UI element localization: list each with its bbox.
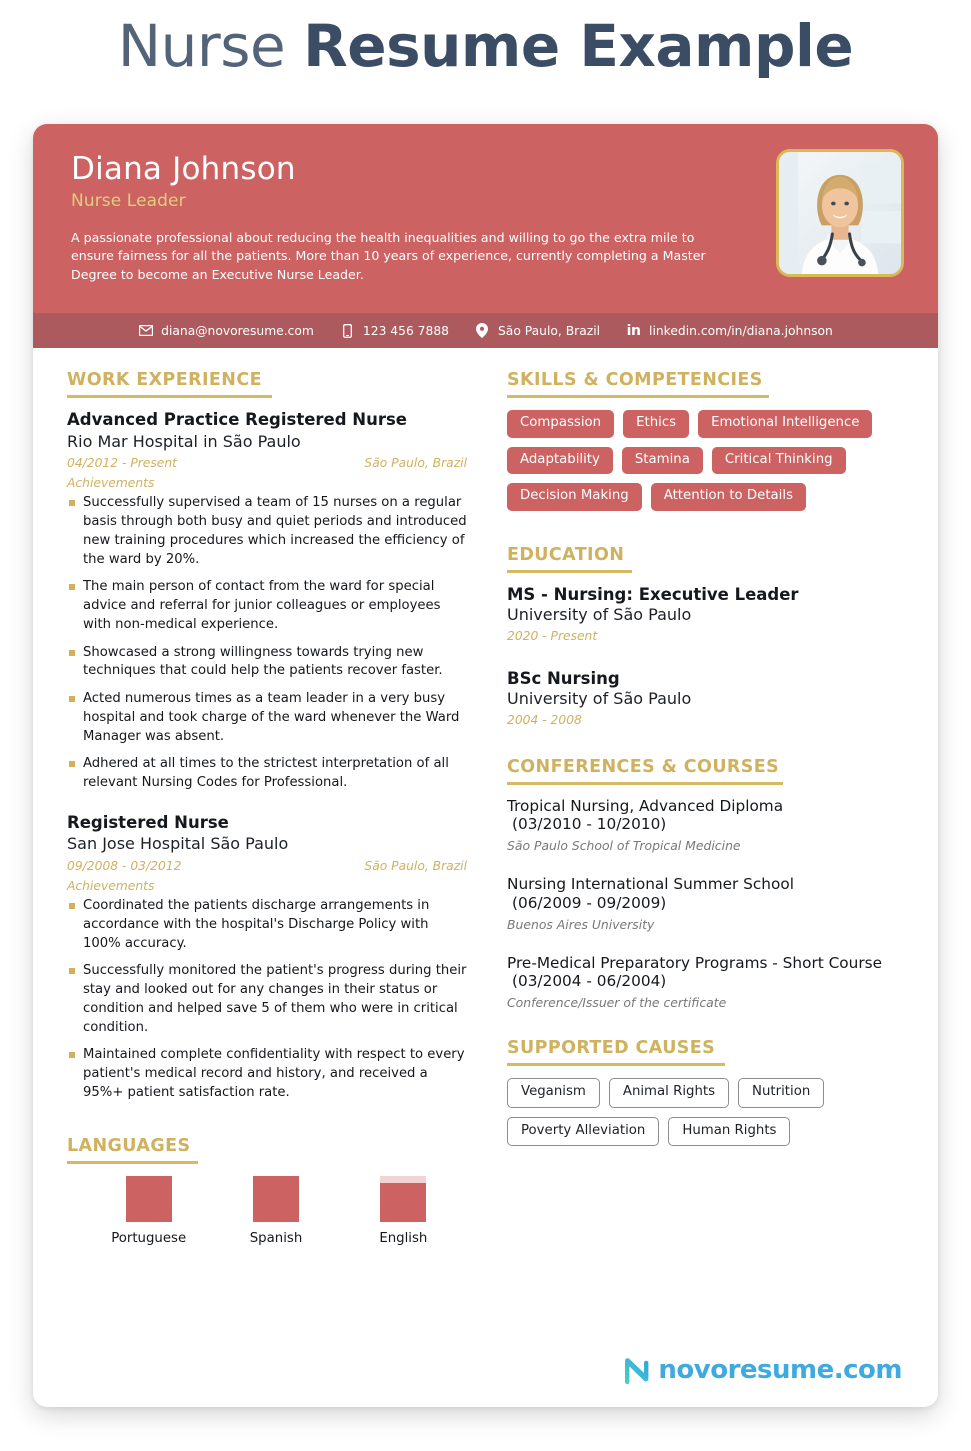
- education-dates: 2020 - Present: [507, 628, 598, 643]
- cause-pill: Poverty Alleviation: [507, 1117, 659, 1147]
- section-languages: [67, 1136, 467, 1246]
- skill-pill: Compassion: [507, 410, 614, 438]
- section-conferences: [507, 757, 907, 1010]
- job-bullets: [67, 897, 467, 1102]
- education-entry: [507, 669, 907, 727]
- job-dates: 09/2008 - 03/2012: [67, 859, 182, 874]
- page-title-light: Nurse: [117, 12, 286, 80]
- mobile-phone-icon: [340, 323, 355, 338]
- work-entry: [67, 813, 467, 1103]
- conferences-heading: CONFERENCES & COURSES: [507, 756, 780, 777]
- bullet-item: Successfully supervised a team of 15 nurses on a regular basis through both busy and quiet periods and introduced new training procedures which increased the efficiency of the ward by 20%.: [67, 494, 467, 569]
- skills-heading: SKILLS & COMPETENCIES: [507, 370, 763, 390]
- conference-date: (03/2010 - 10/2010): [512, 815, 667, 834]
- cause-pill: Veganism: [507, 1078, 600, 1108]
- bullet-item: Maintained complete confidentiality with respect to every patient's medical record and history, and received a 95%+ patient satisfaction rate.: [67, 1046, 467, 1102]
- job-dates: 04/2012 - Present: [67, 456, 177, 471]
- bullet-item: Adhered at all times to the strictest interpretation of all relevant Nursing Codes for Professional.: [67, 755, 467, 792]
- bullet-item: The main person of contact from the ward for special advice and referral for junior colleagues or employees with non-medical experience.: [67, 578, 467, 634]
- novoresume-logo-text: novoresume.com: [658, 1355, 902, 1385]
- language-level-fill: [253, 1176, 299, 1222]
- work-experience-heading: WORK EXPERIENCE: [67, 370, 262, 390]
- skill-pill: Ethics: [623, 410, 689, 438]
- job-title: Registered Nurse: [67, 812, 229, 832]
- cause-pill: Nutrition: [738, 1078, 824, 1108]
- work-entry: [67, 410, 467, 793]
- conference-issuer: Conference/Issuer of the certificate: [507, 995, 727, 1011]
- skill-pill: Attention to Details: [651, 483, 806, 511]
- skill-pill: Critical Thinking: [712, 447, 846, 475]
- language-item: [340, 1176, 467, 1246]
- job-location: São Paulo, Brazil: [364, 456, 467, 471]
- bullet-item: Showcased a strong willingness towards trying new techniques that could help the patients recover faster.: [67, 644, 467, 681]
- job-achievements-label: Achievements: [67, 879, 155, 894]
- education-dates: 2004 - 2008: [507, 712, 582, 727]
- language-item: [85, 1176, 212, 1246]
- section-education: [507, 545, 907, 727]
- job-meta: [67, 456, 467, 470]
- conference-date: (06/2009 - 09/2009): [512, 893, 667, 912]
- language-level-fill: [126, 1176, 172, 1222]
- language-level-bar: [380, 1176, 426, 1222]
- contact-email[interactable]: [138, 323, 314, 338]
- resume-body: [33, 348, 938, 1268]
- education-entry: [507, 585, 907, 643]
- page-title: [0, 0, 971, 80]
- candidate-name: Diana Johnson: [71, 151, 296, 187]
- map-pin-icon: [475, 323, 490, 338]
- language-level-fill: [380, 1183, 426, 1222]
- conference-date: (03/2004 - 06/2004): [512, 972, 667, 991]
- job-bullets: [67, 494, 467, 792]
- conference-entry: [507, 954, 907, 1010]
- language-item: [212, 1176, 339, 1246]
- conference-entry: [507, 797, 907, 853]
- right-column: [507, 370, 907, 1268]
- section-work-experience: [67, 370, 467, 1102]
- resume-header: [33, 124, 938, 313]
- conference-name: Tropical Nursing, Advanced Diploma: [507, 796, 784, 815]
- linkedin-icon: in: [626, 322, 641, 339]
- contact-email-text: diana@novoresume.com: [161, 323, 314, 338]
- bullet-item: Acted numerous times as a team leader in a very busy hospital and took charge of the ward whenever the Ward Manager was absent.: [67, 690, 467, 746]
- education-heading: EDUCATION: [507, 544, 625, 565]
- conference-issuer: São Paulo School of Tropical Medicine: [507, 838, 741, 854]
- cause-pill: Animal Rights: [609, 1078, 729, 1108]
- language-level-bar: [126, 1176, 172, 1222]
- job-achievements-label: Achievements: [67, 476, 155, 491]
- language-name: Spanish: [249, 1231, 303, 1247]
- section-divider: [507, 1063, 725, 1066]
- languages-heading: LANGUAGES: [67, 1136, 191, 1157]
- job-location: São Paulo, Brazil: [364, 859, 467, 874]
- section-divider: [507, 782, 783, 785]
- education-school: University of São Paulo: [507, 688, 692, 708]
- education-degree: MS - Nursing: Executive Leader: [507, 584, 799, 604]
- bullet-item: Coordinated the patients discharge arrangements in accordance with the hospital's Discharge Policy with 100% accuracy.: [67, 897, 467, 953]
- left-column: [67, 370, 467, 1268]
- contact-location-text: São Paulo, Brazil: [497, 323, 601, 338]
- section-skills: [507, 370, 907, 511]
- profile-photo-icon: [779, 152, 901, 274]
- language-name: English: [379, 1231, 428, 1247]
- skills-list: [507, 410, 907, 511]
- page-title-bold: Resume Example: [303, 12, 854, 80]
- job-title: Advanced Practice Registered Nurse: [67, 410, 407, 429]
- resume-card: [33, 124, 938, 1407]
- contact-linkedin[interactable]: [626, 323, 833, 338]
- education-degree: BSc Nursing: [507, 668, 620, 688]
- bullet-item: Successfully monitored the patient's progress during their stay and looked out for any changes in their status or condition and helped save 5 of them who were in critical condition.: [67, 962, 467, 1037]
- contact-linkedin-text: linkedin.com/in/diana.johnson: [649, 323, 833, 338]
- supported-causes-heading: SUPPORTED CAUSES: [507, 1038, 716, 1059]
- skill-pill: Emotional Intelligence: [698, 410, 872, 438]
- conference-name: Pre-Medical Preparatory Programs - Short Course: [507, 953, 883, 972]
- job-company: San Jose Hospital São Paulo: [67, 834, 289, 854]
- supported-causes-list: [507, 1078, 907, 1146]
- section-divider: [507, 570, 632, 573]
- skill-pill: Stamina: [622, 447, 703, 475]
- skill-pill: Adaptability: [507, 447, 613, 475]
- language-level-bar: [253, 1176, 299, 1222]
- contact-location: [475, 323, 600, 338]
- candidate-summary: A passionate professional about reducing the health inequalities and willing to go the extra mile to ensure fairness for all the patients. More than 10 years of experience, currently completing a Master Degree to become an Executive Nurse Leader.: [71, 229, 706, 282]
- section-divider: [507, 395, 769, 398]
- avatar: [776, 149, 904, 277]
- cause-pill: Human Rights: [668, 1117, 790, 1147]
- candidate-role: Nurse Leader: [71, 190, 186, 211]
- languages-list: [67, 1176, 467, 1246]
- section-divider: [67, 395, 272, 398]
- contact-bar: [33, 313, 938, 348]
- novoresume-n-icon: [622, 1355, 652, 1385]
- conference-issuer: Buenos Aires University: [507, 916, 655, 932]
- contact-phone[interactable]: [340, 323, 449, 338]
- job-meta: [67, 859, 467, 873]
- novoresume-logo[interactable]: [622, 1355, 902, 1385]
- section-supported-causes: [507, 1038, 907, 1146]
- skill-pill: Decision Making: [507, 483, 642, 511]
- job-company: Rio Mar Hospital in São Paulo: [67, 431, 301, 451]
- conference-entry: [507, 875, 907, 931]
- contact-phone-text: 123 456 7888: [362, 323, 449, 338]
- education-school: University of São Paulo: [507, 604, 692, 624]
- language-name: Portuguese: [111, 1231, 187, 1247]
- conference-name: Nursing International Summer School: [507, 875, 794, 894]
- section-divider: [67, 1161, 198, 1164]
- envelope-icon: [138, 323, 153, 338]
